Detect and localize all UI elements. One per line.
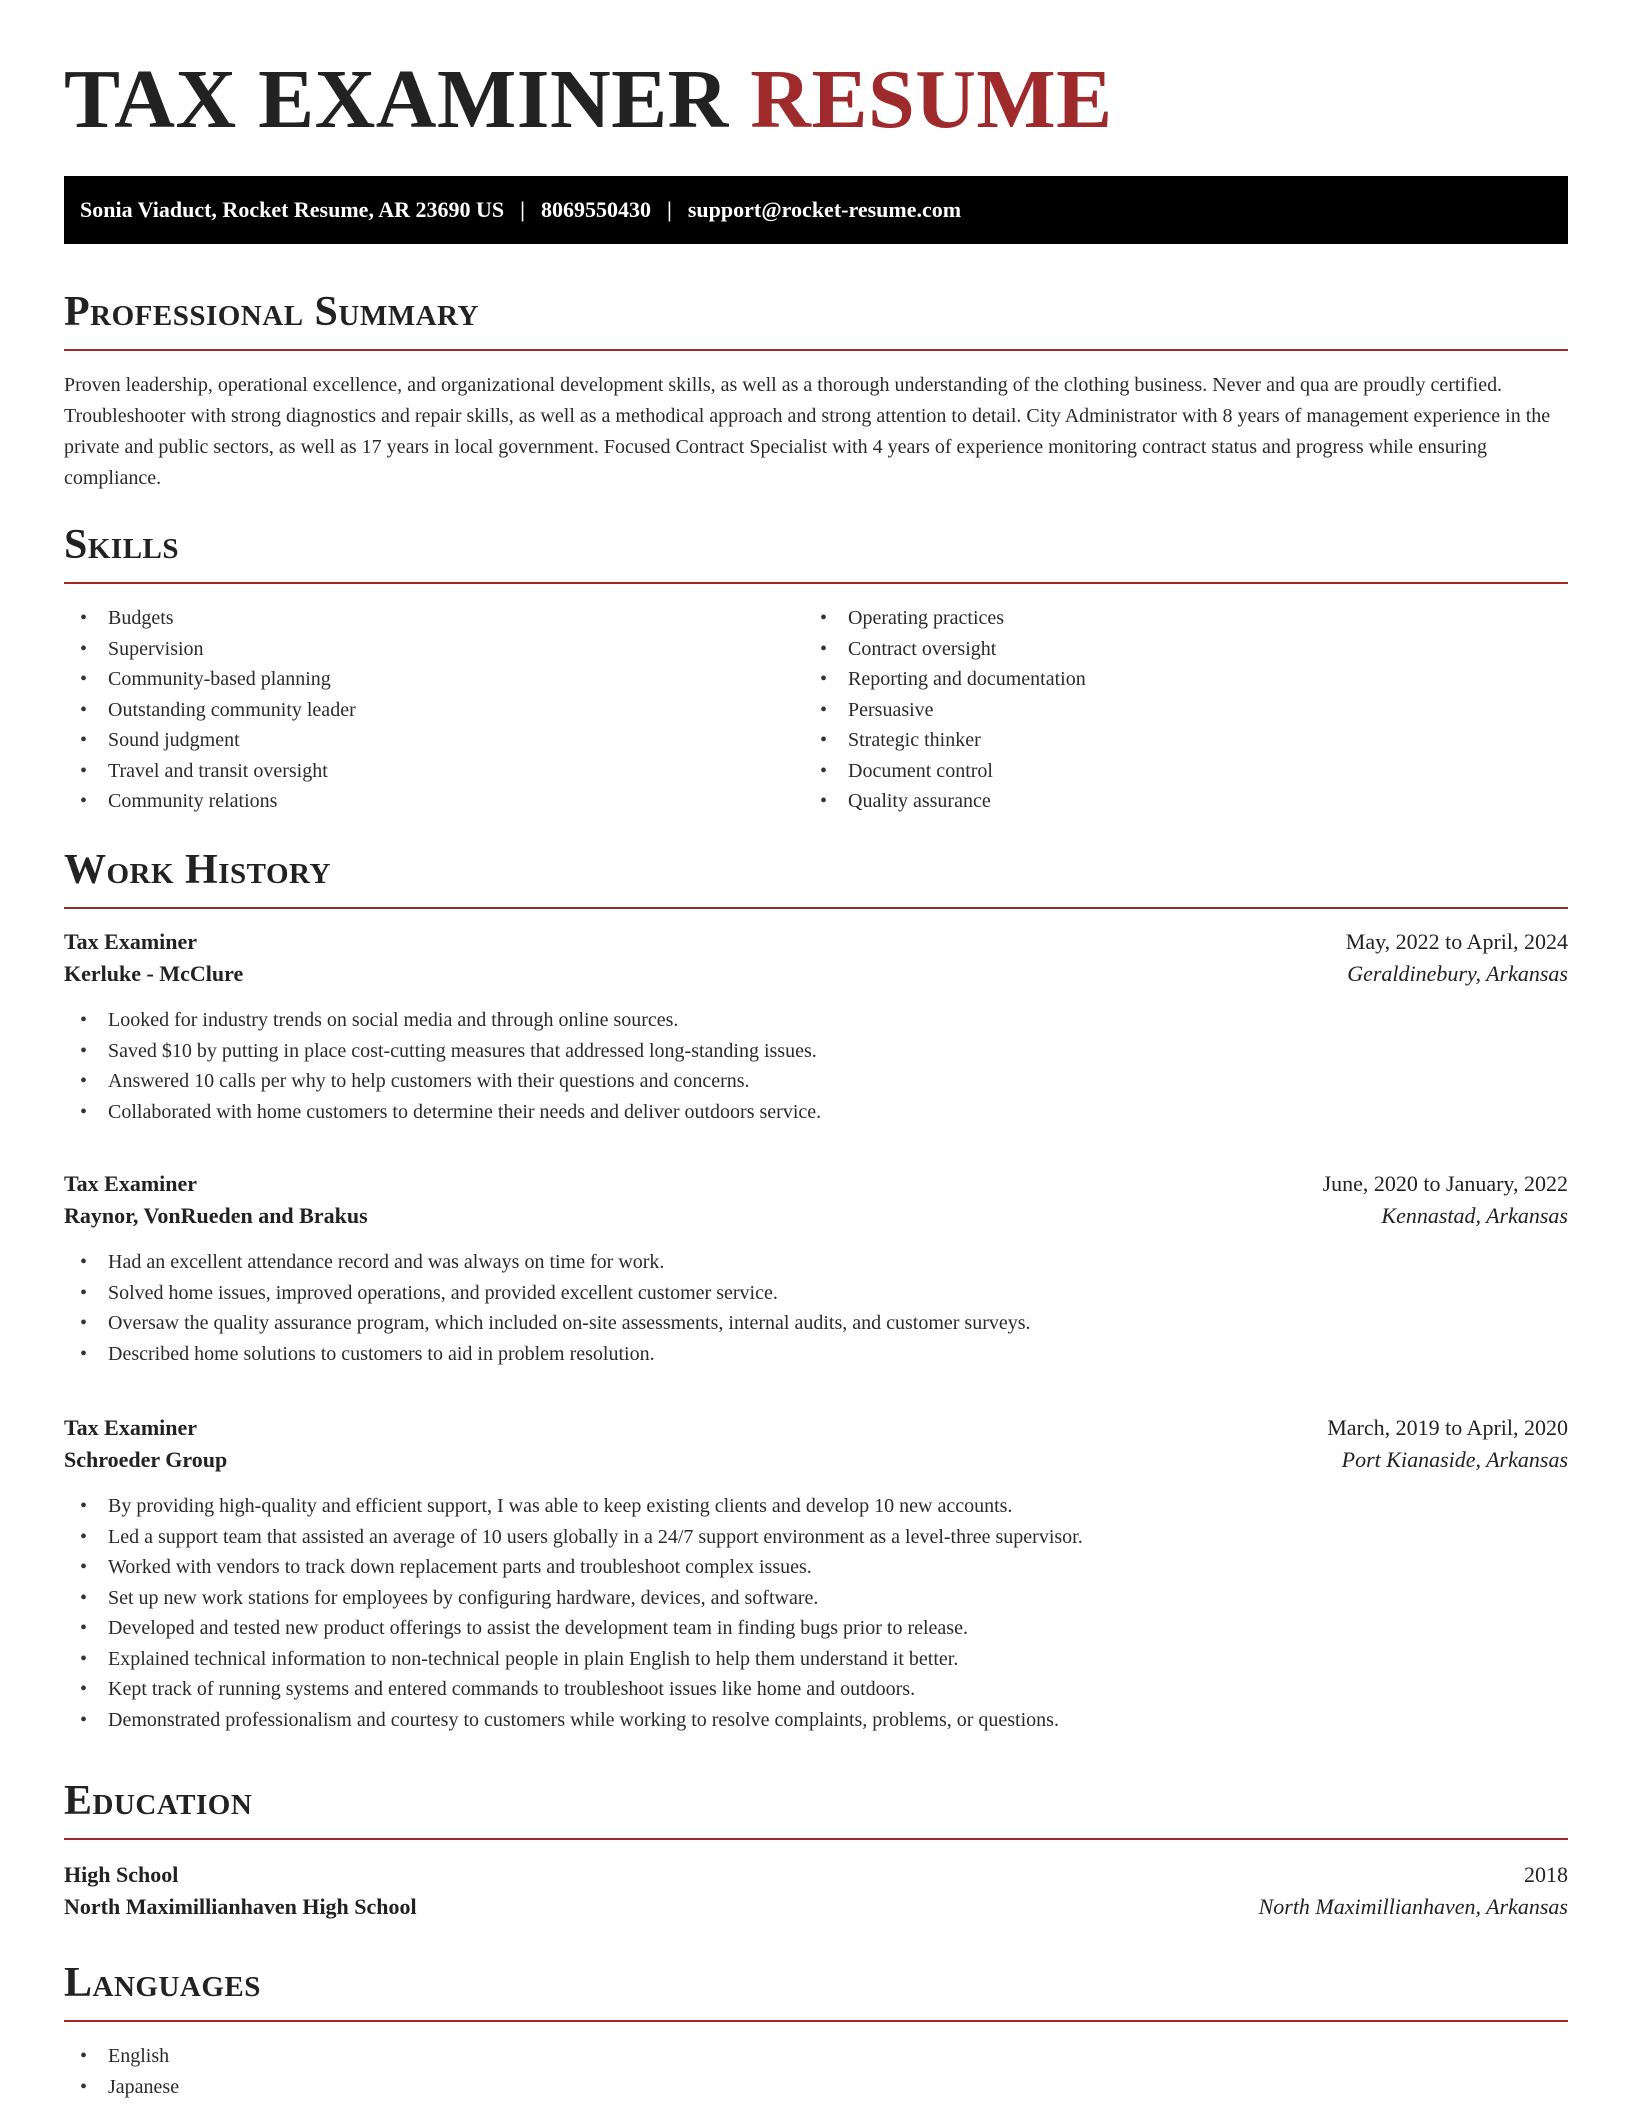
skill-item: • Reporting and documentation — [804, 664, 1544, 695]
job-bullet: • Developed and tested new product offerings to assist the development team in finding bugs prior to release. — [64, 1613, 1568, 1644]
job-bullet: • Led a support team that assisted an average of 10 users globally in a 24/7 support environment as a level-three supervisor. — [64, 1522, 1568, 1553]
work-section-header — [64, 849, 1568, 909]
education-degree: High School — [64, 1862, 179, 1887]
job-title-row — [64, 1171, 1568, 1197]
skill-item: • Contract oversight — [804, 634, 1544, 665]
job-bullet: • Explained technical information to non-technical people in plain English to help them understand it better. — [64, 1644, 1568, 1675]
skills-list — [64, 603, 1568, 817]
job-bullets — [64, 1247, 1568, 1369]
page-title — [64, 53, 1113, 146]
job-title: Tax Examiner — [64, 929, 198, 954]
job-company: Schroeder Group — [64, 1447, 228, 1472]
skills-column-right — [804, 603, 1544, 817]
job-company-row — [64, 961, 1568, 987]
skills-heading: Skills — [64, 522, 180, 568]
job-location: Port Kianaside, Arkansas — [1341, 1447, 1568, 1472]
language-item: • English — [64, 2041, 179, 2072]
languages-list — [64, 2041, 179, 2102]
work-heading: Work History — [64, 847, 331, 893]
skill-item: • Community relations — [64, 786, 804, 817]
language-item: • Japanese — [64, 2072, 179, 2103]
job-bullets — [64, 1491, 1568, 1735]
job-bullet: • Described home solutions to customers to aid in problem resolution. — [64, 1339, 1568, 1370]
job-entry — [64, 1171, 1568, 1369]
skill-item: • Sound judgment — [64, 725, 804, 756]
skill-item: • Operating practices — [804, 603, 1544, 634]
summary-heading: Professional Summary — [64, 289, 479, 335]
contact-bar — [64, 176, 1568, 244]
summary-text: Proven leadership, operational excellence, and organizational development skills, as well as a thorough understanding of the clothing business. Never and qua are proudly certified. Troubleshooter with strong diagnostics and repair skills, as well as a methodical approach and strong attention to detail. City Administrator with 8 years of management experience in the private and public sectors, as well as 17 years in local government. Focused Contract Specialist with 4 years of experience monitoring contract status and progress while ensuring compliance. — [64, 374, 1551, 489]
job-bullet: • Oversaw the quality assurance program, which included on-site assessments, internal audits, and customer surveys. — [64, 1308, 1568, 1339]
job-location: Kennastad, Arkansas — [1381, 1203, 1568, 1228]
education-entry — [64, 1862, 1568, 1920]
skills-column-left — [64, 603, 804, 817]
job-company: Raynor, VonRueden and Brakus — [64, 1203, 368, 1228]
job-bullet: • Saved $10 by putting in place cost-cutting measures that addressed long-standing issues. — [64, 1036, 1568, 1067]
job-title: Tax Examiner — [64, 1171, 198, 1196]
education-degree-row — [64, 1862, 1568, 1888]
skill-item: • Outstanding community leader — [64, 695, 804, 726]
job-entry — [64, 929, 1568, 1127]
job-dates: March, 2019 to April, 2020 — [1327, 1415, 1568, 1440]
job-bullets — [64, 1005, 1568, 1127]
job-bullet: • Kept track of running systems and entered commands to troubleshoot issues like home and outdoors. — [64, 1674, 1568, 1705]
job-title-row — [64, 1415, 1568, 1441]
skill-item: • Document control — [804, 756, 1544, 787]
title-accent: RESUME — [750, 53, 1113, 146]
skill-item: • Quality assurance — [804, 786, 1544, 817]
skill-item: • Community-based planning — [64, 664, 804, 695]
contact-separator: | — [520, 197, 525, 222]
job-company-row — [64, 1203, 1568, 1229]
title-main: TAX EXAMINER — [64, 53, 729, 146]
job-title-row — [64, 929, 1568, 955]
skills-section-header — [64, 524, 1568, 584]
job-company-row — [64, 1447, 1568, 1473]
job-entry — [64, 1415, 1568, 1735]
education-section-header — [64, 1780, 1568, 1840]
skill-item: • Persuasive — [804, 695, 1544, 726]
job-bullet: • Demonstrated professionalism and courtesy to customers while working to resolve complaints, problems, or questions. — [64, 1705, 1568, 1736]
job-bullet: • Set up new work stations for employees by configuring hardware, devices, and software. — [64, 1583, 1568, 1614]
job-bullet: • Looked for industry trends on social media and through online sources. — [64, 1005, 1568, 1036]
job-bullet: • By providing high-quality and efficient support, I was able to keep existing clients and develop 10 new accounts. — [64, 1491, 1568, 1522]
contact-separator: | — [667, 197, 672, 222]
job-title: Tax Examiner — [64, 1415, 198, 1440]
education-location: North Maximillianhaven, Arkansas — [1258, 1894, 1568, 1919]
skill-item: • Budgets — [64, 603, 804, 634]
job-company: Kerluke - McClure — [64, 961, 244, 986]
education-school-row — [64, 1894, 1568, 1920]
job-dates: May, 2022 to April, 2024 — [1345, 929, 1568, 954]
languages-heading: Languages — [64, 1960, 261, 2006]
education-heading: Education — [64, 1778, 253, 1824]
job-location: Geraldinebury, Arkansas — [1347, 961, 1568, 986]
skill-item: • Travel and transit oversight — [64, 756, 804, 787]
job-bullet: • Collaborated with home customers to determine their needs and deliver outdoors service. — [64, 1097, 1568, 1128]
education-school: North Maximillianhaven High School — [64, 1894, 417, 1919]
skill-item: • Supervision — [64, 634, 804, 665]
education-year: 2018 — [1524, 1862, 1568, 1887]
summary-section-header — [64, 291, 1568, 351]
job-bullet: • Solved home issues, improved operations, and provided excellent customer service. — [64, 1278, 1568, 1309]
skill-item: • Strategic thinker — [804, 725, 1544, 756]
contact-email: support@rocket-resume.com — [687, 197, 962, 222]
languages-section-header — [64, 1962, 1568, 2022]
contact-address: Sonia Viaduct, Rocket Resume, AR 23690 US — [80, 197, 505, 222]
job-dates: June, 2020 to January, 2022 — [1322, 1171, 1568, 1196]
job-bullet: • Answered 10 calls per why to help customers with their questions and concerns. — [64, 1066, 1568, 1097]
job-bullet: • Had an excellent attendance record and was always on time for work. — [64, 1247, 1568, 1278]
job-bullet: • Worked with vendors to track down replacement parts and troubleshoot complex issues. — [64, 1552, 1568, 1583]
contact-phone: 8069550430 — [541, 197, 651, 222]
